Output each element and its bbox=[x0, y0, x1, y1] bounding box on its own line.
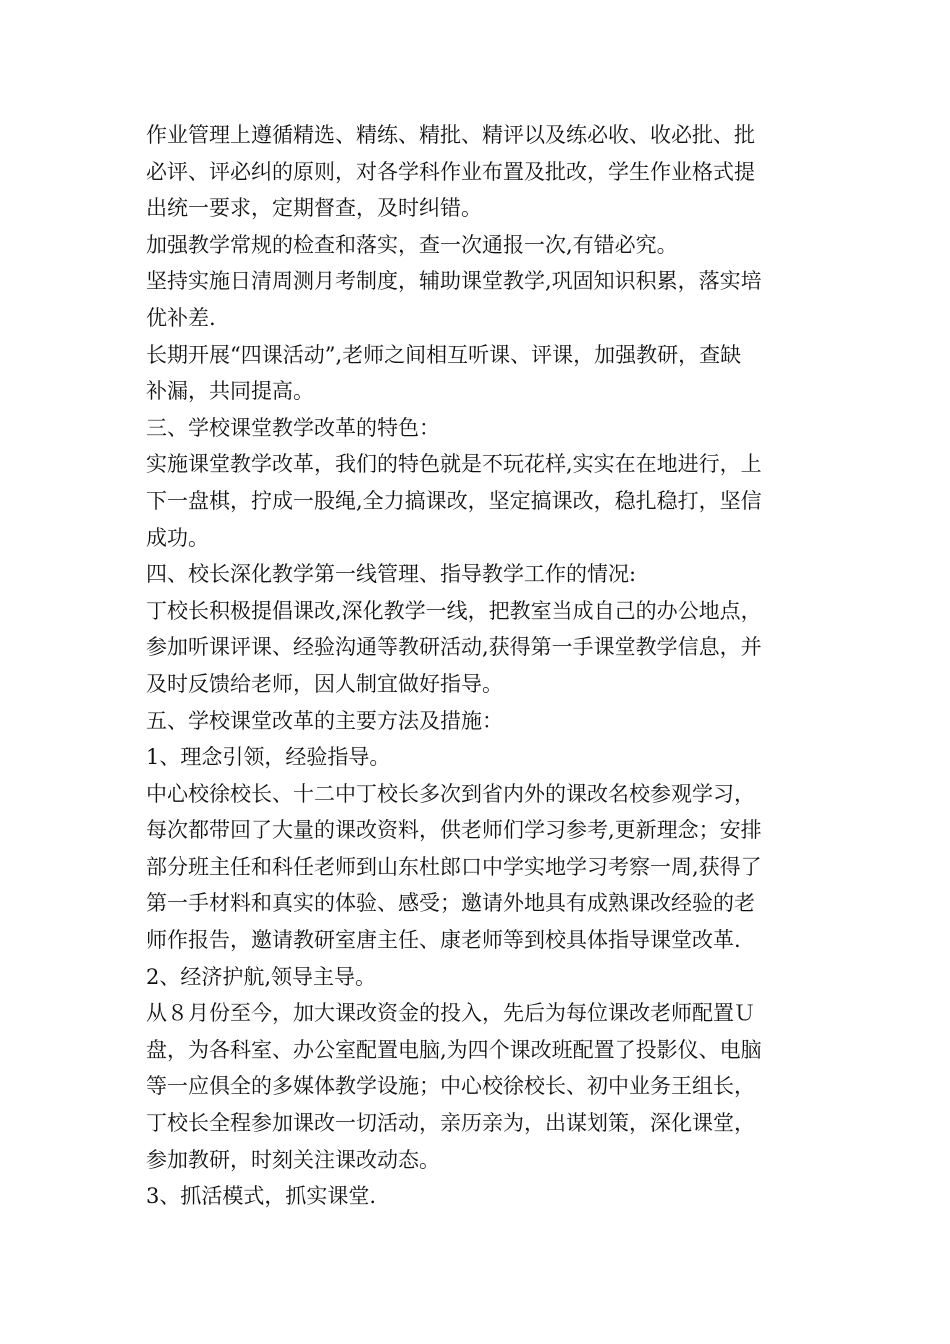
text-line: 补漏，共同提高。 bbox=[146, 379, 314, 404]
text-line: 从８月份至今，加大课改资金的投入，先后为每位课改老师配置Ｕ bbox=[146, 1001, 755, 1026]
text-line: 第一手材料和真实的体验、感受；邀请外地具有成熟课改经验的老 bbox=[146, 891, 755, 916]
text-line: 等一应俱全的多媒体教学设施；中心校徐校长、初中业务王组长， bbox=[146, 1074, 755, 1099]
text-line: 下一盘棋，拧成一股绳,全力搞课改，坚定搞课改，稳扎稳打，坚信 bbox=[146, 488, 762, 513]
text-line: 坚持实施日清周测月考制度，辅助课堂教学,巩固知识积累，落实培 bbox=[146, 269, 762, 294]
text-line: 加强教学常规的检查和落实，查一次通报一次,有错必究。 bbox=[146, 232, 678, 257]
subsection-heading: 3、抓活模式，抓实课堂. bbox=[146, 1184, 377, 1209]
subsection-heading: 1、理念引领，经验指导。 bbox=[146, 745, 391, 770]
text-line: 优补差. bbox=[146, 305, 216, 330]
section-heading: 五、学校课堂改革的主要方法及措施： bbox=[146, 708, 503, 733]
text-line: 中心校徐校长、十二中丁校长多次到省内外的课改名校参观学习， bbox=[146, 781, 755, 806]
text-line: 丁校长全程参加课改一切活动，亲历亲为，出谋划策，深化课堂， bbox=[146, 1111, 755, 1136]
text-line: 盘，为各科室、办公室配置电脑,为四个课改班配置了投影仪、电脑 bbox=[146, 1037, 762, 1062]
text-line: 每次都带回了大量的课改资料，供老师们学习参考,更新理念；安排 bbox=[146, 818, 762, 843]
section-heading: 三、学校课堂教学改革的特色： bbox=[146, 415, 440, 440]
text-line: 必评、评必纠的原则，对各学科作业布置及批改，学生作业格式提 bbox=[146, 159, 755, 184]
text-line: 参加听课评课、经验沟通等教研活动,获得第一手课堂教学信息，并 bbox=[146, 635, 762, 660]
text-line: 出统一要求，定期督查，及时纠错。 bbox=[146, 196, 482, 221]
text-line: 参加教研，时刻关注课改动态。 bbox=[146, 1147, 440, 1172]
section-heading: 四、校长深化教学第一线管理、指导教学工作的情况: bbox=[146, 562, 637, 587]
text-line: 长期开展“四课活动”,老师之间相互听课、评课，加强教研，查缺 bbox=[146, 342, 742, 367]
text-line: 作业管理上遵循精选、精练、精批、精评以及练必收、收必批、批 bbox=[146, 123, 755, 147]
document-body bbox=[146, 117, 814, 1215]
text-line: 成功。 bbox=[146, 525, 209, 550]
text-line: 丁校长积极提倡课改,深化教学一线，把教室当成自己的办公地点， bbox=[146, 598, 762, 623]
text-line: 实施课堂教学改革，我们的特色就是不玩花样,实实在在地进行，上 bbox=[146, 452, 762, 477]
subsection-heading: 2、经济护航,领导主导。 bbox=[146, 964, 377, 989]
text-line: 师作报告，邀请教研室唐主任、康老师等到校具体指导课堂改革. bbox=[146, 928, 741, 953]
text-line: 部分班主任和科任老师到山东杜郎口中学实地学习考察一周,获得了 bbox=[146, 854, 762, 879]
text-line: 及时反馈给老师，因人制宜做好指导。 bbox=[146, 671, 503, 696]
